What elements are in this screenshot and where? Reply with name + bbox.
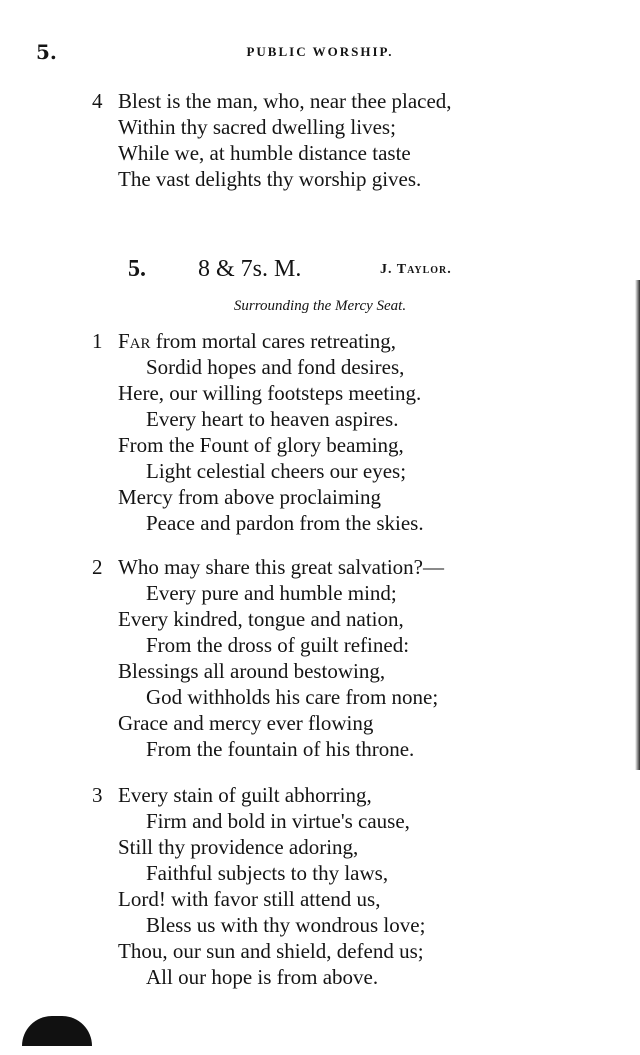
hymn-title: Surrounding the Mercy Seat. bbox=[233, 298, 407, 314]
verse-line bbox=[0, 606, 640, 632]
verse-text: All our hope is from above. bbox=[146, 965, 379, 989]
verse-text: Every heart to heaven aspires. bbox=[146, 407, 399, 431]
verse-line bbox=[0, 88, 640, 114]
verse-text: Still thy providence adoring, bbox=[118, 835, 359, 859]
verse-text: Mercy from above proclaiming bbox=[118, 485, 381, 509]
verse-text: Every stain of guilt abhorring, bbox=[118, 783, 372, 807]
verse-line bbox=[0, 834, 640, 860]
verse-text: Sordid hopes and fond desires, bbox=[146, 355, 405, 379]
verse-text: Every kindred, tongue and nation, bbox=[118, 607, 404, 631]
verse-line bbox=[0, 484, 640, 510]
verse-line bbox=[0, 432, 640, 458]
verse-text: Blessings all around bestowing, bbox=[118, 659, 386, 683]
hymn-author: J. Taylor. bbox=[380, 262, 452, 277]
verse-text: Peace and pardon from the skies. bbox=[146, 511, 424, 535]
verse-line bbox=[0, 886, 640, 912]
verse-line bbox=[0, 140, 640, 166]
stanza-number: 2 bbox=[92, 555, 103, 579]
verse-text: Every pure and humble mind; bbox=[146, 581, 397, 605]
verse-line bbox=[0, 938, 640, 964]
verse-line bbox=[0, 554, 640, 580]
verse-text: Within thy sacred dwelling lives; bbox=[118, 115, 396, 139]
verse-text: Bless us with thy wondrous love; bbox=[146, 913, 426, 937]
verse-line bbox=[0, 328, 640, 354]
verse-text: Here, our willing footsteps meeting. bbox=[118, 381, 422, 405]
verse-line bbox=[0, 860, 640, 886]
verse-text: Light celestial cheers our eyes; bbox=[146, 459, 407, 483]
verse-line bbox=[0, 380, 640, 406]
stanza-number: 4 bbox=[92, 89, 103, 113]
running-head: PUBLIC WORSHIP. bbox=[246, 44, 394, 59]
verse-line bbox=[0, 632, 640, 658]
verse-text: From the Fount of glory beaming, bbox=[118, 433, 404, 457]
verse-line bbox=[0, 964, 640, 990]
ink-blot bbox=[22, 1016, 92, 1046]
verse-text-rest: from mortal cares retreating, bbox=[150, 329, 396, 353]
verse-text bbox=[118, 328, 396, 354]
verse-line bbox=[0, 710, 640, 736]
verse-text: While we, at humble distance taste bbox=[118, 141, 411, 165]
verse-line bbox=[0, 458, 640, 484]
stanza-1 bbox=[0, 328, 640, 536]
verse-line bbox=[0, 166, 640, 192]
verse-line bbox=[0, 736, 640, 762]
verse-line bbox=[0, 354, 640, 380]
verse-line bbox=[0, 912, 640, 938]
verse-line bbox=[0, 658, 640, 684]
verse-line bbox=[0, 510, 640, 536]
verse-text: Blest is the man, who, near thee placed, bbox=[118, 89, 452, 113]
verse-text: Faithful subjects to thy laws, bbox=[146, 861, 389, 885]
page-number: 5. bbox=[36, 40, 57, 64]
verse-line bbox=[0, 782, 640, 808]
stanza-3 bbox=[0, 782, 640, 990]
stanza-number: 3 bbox=[92, 783, 103, 807]
verse-line bbox=[0, 684, 640, 710]
verse-text: The vast delights thy worship gives. bbox=[118, 167, 422, 191]
verse-line bbox=[0, 580, 640, 606]
verse-line bbox=[0, 406, 640, 432]
stanza-number: 1 bbox=[92, 329, 103, 353]
verse-text: From the dross of guilt refined: bbox=[146, 633, 410, 657]
previous-hymn-stanza bbox=[0, 88, 640, 192]
scan-edge-shadow bbox=[635, 280, 640, 770]
verse-text: Grace and mercy ever flowing bbox=[118, 711, 374, 735]
verse-text: Who may share this great salvation?— bbox=[118, 555, 444, 579]
verse-text: Lord! with favor still attend us, bbox=[118, 887, 381, 911]
verse-text: Firm and bold in virtue's cause, bbox=[146, 809, 410, 833]
verse-text: Thou, our sun and shield, defend us; bbox=[118, 939, 424, 963]
verse-line bbox=[0, 808, 640, 834]
stanza-2 bbox=[0, 554, 640, 762]
hymn-meter: 8 & 7s. M. bbox=[198, 256, 302, 282]
verse-text: From the fountain of his throne. bbox=[146, 737, 415, 761]
hymn-number: 5. bbox=[128, 256, 146, 282]
verse-line bbox=[0, 114, 640, 140]
drop-word: Far bbox=[118, 329, 151, 353]
hymn-header bbox=[0, 256, 640, 286]
verse-text: God withholds his care from none; bbox=[146, 685, 439, 709]
